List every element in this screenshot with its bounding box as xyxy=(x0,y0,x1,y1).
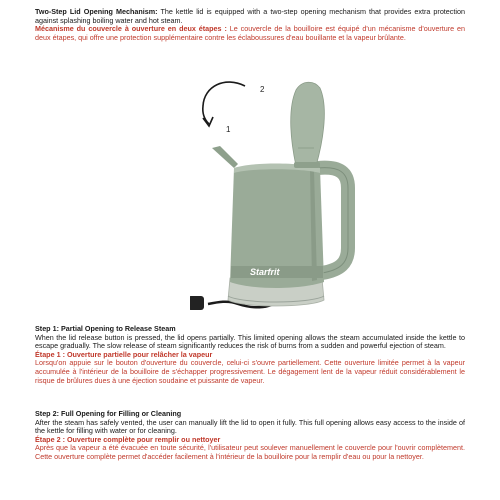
intro-heading-en: Two-Step Lid Opening Mechanism: xyxy=(35,7,158,16)
curved-arrow-icon xyxy=(203,82,245,126)
step1-text-en: When the lid release button is pressed, the lid opens partially. This limited opening allows the steam accumulated inside the kettle to escape gradually. The slow release of steam significantly reduces the risk of burns from a sudden and powerful ejection of steam. xyxy=(35,332,465,351)
kettle-illustration xyxy=(190,82,348,310)
intro-text-fr: Le couvercle de la bouilloire est équipé d'un mécanisme d'ouverture en deux étapes, qui offre une protection supplémentaire contre les éclaboussures d'eau bouillante et la vapeur brûlante. xyxy=(35,24,465,42)
step1-text-fr: Lorsqu'on appuie sur le bouton d'ouverture du couvercle, celui-ci s'ouvre partiellement. Cette ouverture limitée permet à la vapeur accumulée à l'intérieur de la bouilloire de s'échapper progressivement. Le dégagement lent de la vapeur réduit considérablement le risque de brûlures dues à une éjection soudaine et puissante de vapeur. xyxy=(35,358,465,385)
step1-heading-fr: Étape 1 : Ouverture partielle pour relâcher la vapeur xyxy=(35,349,213,359)
step1-english xyxy=(35,325,465,351)
step2-text-fr: Après que la vapeur a été évacuée en toute sécurité, l'utilisateur peut soulever manuellement le couvercle pour l'ouvrir complètement. Cette ouverture complète permet d'accéder facilement à l'intérieur de la bouilloire pour la remplir d'eau ou pour la nettoyer. xyxy=(35,443,465,461)
intro-french xyxy=(35,25,465,42)
step2-french xyxy=(35,436,465,462)
step2-english xyxy=(35,410,465,436)
power-plug-icon xyxy=(190,296,204,310)
intro-text-en: The kettle lid is equipped with a two-step opening mechanism that provides extra protection against splashing boiling water and hot steam. xyxy=(35,7,465,25)
step1-section xyxy=(35,325,465,385)
step2-heading-fr: Étape 2 : Ouverture complète pour remplir ou nettoyer xyxy=(35,434,221,444)
step2-text-en: After the steam has safely vented, the user can manually lift the lid to open it fully. This full opening allows easy access to the inside of the kettle for filling with water or for cleaning. xyxy=(35,417,465,436)
step-label-1: 1 xyxy=(226,125,231,134)
step1-french xyxy=(35,351,465,385)
kettle-figure xyxy=(190,78,360,318)
intro-heading-fr: Mécanisme du couvercle à ouverture en deux étapes : xyxy=(35,24,227,34)
intro-section xyxy=(35,8,465,42)
step1-heading-en: Step 1: Partial Opening to Release Steam xyxy=(35,324,176,333)
brand-logo: Starfrit xyxy=(250,267,280,277)
step-label-2: 2 xyxy=(260,85,265,94)
step2-heading-en: Step 2: Full Opening for Filling or Cleaning xyxy=(35,409,182,418)
step2-section xyxy=(35,410,465,462)
intro-english xyxy=(35,8,465,25)
